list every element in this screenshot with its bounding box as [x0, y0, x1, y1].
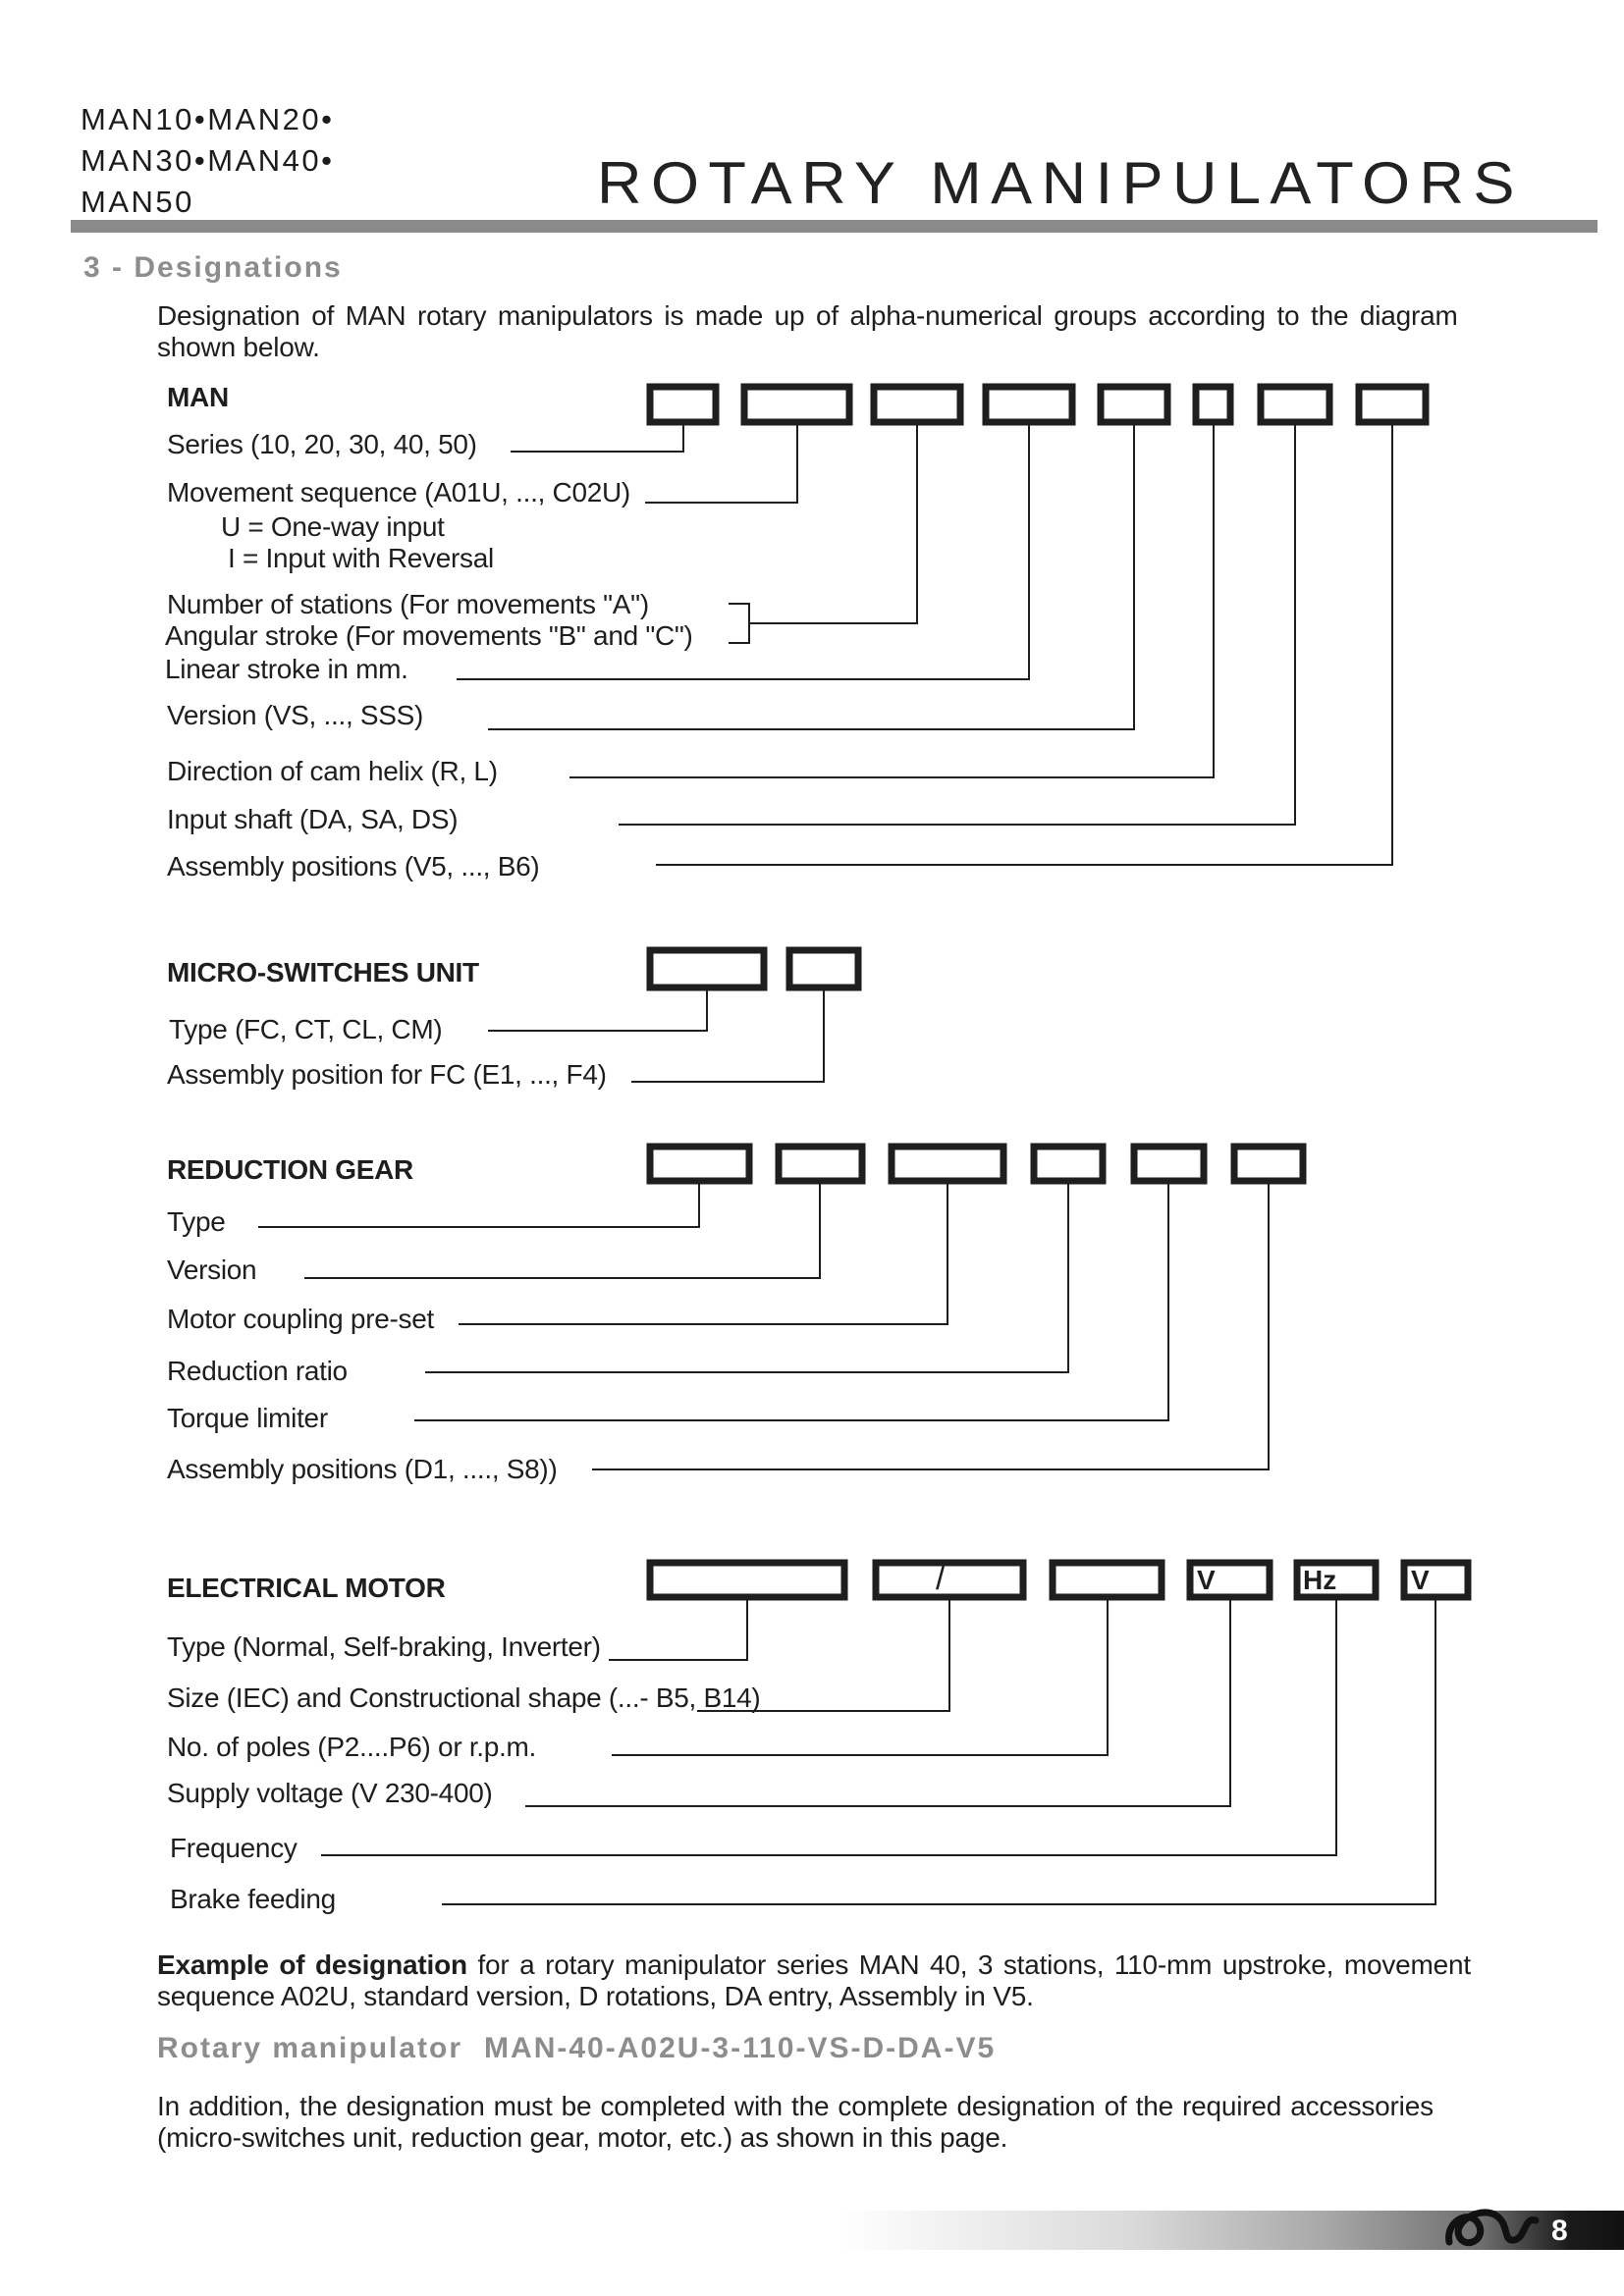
man-u-legend: U = One-way input: [221, 511, 445, 542]
designation-label: Rotary manipulator: [157, 2032, 463, 2064]
gear-assembly-label: Assembly positions (D1, ...., S8)): [167, 1454, 558, 1484]
motor-frequency-label: Frequency: [170, 1833, 298, 1863]
motor-size-label: Size (IEC) and Constructional shape (...- B5, B14): [167, 1682, 761, 1713]
man-input-shaft-label: Input shaft (DA, SA, DS): [167, 804, 459, 834]
example-bold-lead: Example of designation: [157, 1949, 467, 1980]
model-list-line2: MAN30•MAN40•: [81, 143, 335, 178]
motor-hz-label: Hz: [1303, 1565, 1337, 1595]
man-boxes: [650, 387, 1426, 422]
motor-volt-label: V: [1197, 1565, 1216, 1595]
model-list-line1: MAN10•MAN20•: [81, 102, 335, 136]
man-i-legend: I = Input with Reversal: [228, 543, 494, 573]
designation-code: MAN-40-A02U-3-110-VS-D-DA-V5: [484, 2032, 997, 2064]
man-version-label: Version (VS, ..., SSS): [167, 700, 424, 730]
motor-volt2-label: V: [1411, 1565, 1430, 1595]
motor-brake-label: Brake feeding: [170, 1884, 336, 1914]
example-line2: sequence A02U, standard version, D rotations, DA entry, Assembly in V5.: [157, 1981, 1034, 2011]
example-rest: for a rotary manipulator series MAN 40, 3 stations, 110-mm upstroke, movement: [466, 1949, 1471, 1980]
gear-version-label: Version: [167, 1255, 257, 1285]
brand-logo-icon: [1441, 2197, 1540, 2260]
man-angular-label: Angular stroke (For movements "B" and "C"): [165, 620, 693, 651]
gear-coupling-label: Motor coupling pre-set: [167, 1304, 434, 1334]
gear-type-label: Type: [167, 1206, 226, 1237]
micro-assembly-label: Assembly position for FC (E1, ..., F4): [167, 1059, 607, 1090]
man-stations-label: Number of stations (For movements "A"): [167, 589, 649, 619]
man-linear-label: Linear stroke in mm.: [165, 654, 408, 684]
example-line1: [157, 1949, 1471, 1981]
man-direction-label: Direction of cam helix (R, L): [167, 756, 498, 786]
reduction-gear-boxes: [650, 1147, 1303, 1181]
micro-type-label: Type (FC, CT, CL, CM): [169, 1014, 443, 1044]
motor-supply-label: Supply voltage (V 230-400): [167, 1778, 493, 1808]
page-title: ROTARY MANIPULATORS: [597, 150, 1524, 216]
gear-ratio-label: Reduction ratio: [167, 1356, 348, 1386]
outro-line1: In addition, the designation must be completed with the complete designation of the required accessories: [157, 2091, 1434, 2121]
intro-line2: shown below.: [157, 332, 320, 362]
section-heading: 3 - Designations: [83, 251, 343, 284]
motor-heading: ELECTRICAL MOTOR: [167, 1573, 446, 1603]
gear-torque-label: Torque limiter: [167, 1403, 328, 1433]
motor-slash-glyph: /: [936, 1560, 946, 1597]
micro-switch-boxes: [650, 950, 858, 988]
electrical-motor-boxes: [650, 1563, 1468, 1597]
motor-type-label: Type (Normal, Self-braking, Inverter): [167, 1631, 601, 1662]
outro-line2: (micro-switches unit, reduction gear, motor, etc.) as shown in this page.: [157, 2122, 1008, 2153]
gear-heading: REDUCTION GEAR: [167, 1154, 413, 1185]
man-assembly-label: Assembly positions (V5, ..., B6): [167, 851, 540, 881]
motor-poles-label: No. of poles (P2....P6) or r.p.m.: [167, 1732, 537, 1762]
designation-heading: [157, 2032, 996, 2065]
man-heading: MAN: [167, 382, 229, 412]
man-series-label: Series (10, 20, 30, 40, 50): [167, 429, 477, 459]
micro-heading: MICRO-SWITCHES UNIT: [167, 957, 479, 988]
model-list-line3: MAN50: [81, 185, 194, 219]
man-movement-label: Movement sequence (A01U, ..., C02U): [167, 477, 630, 507]
intro-line1: Designation of MAN rotary manipulators is made up of alpha-numerical groups according to the diagram: [157, 300, 1458, 331]
page-number: 8: [1551, 2215, 1568, 2247]
